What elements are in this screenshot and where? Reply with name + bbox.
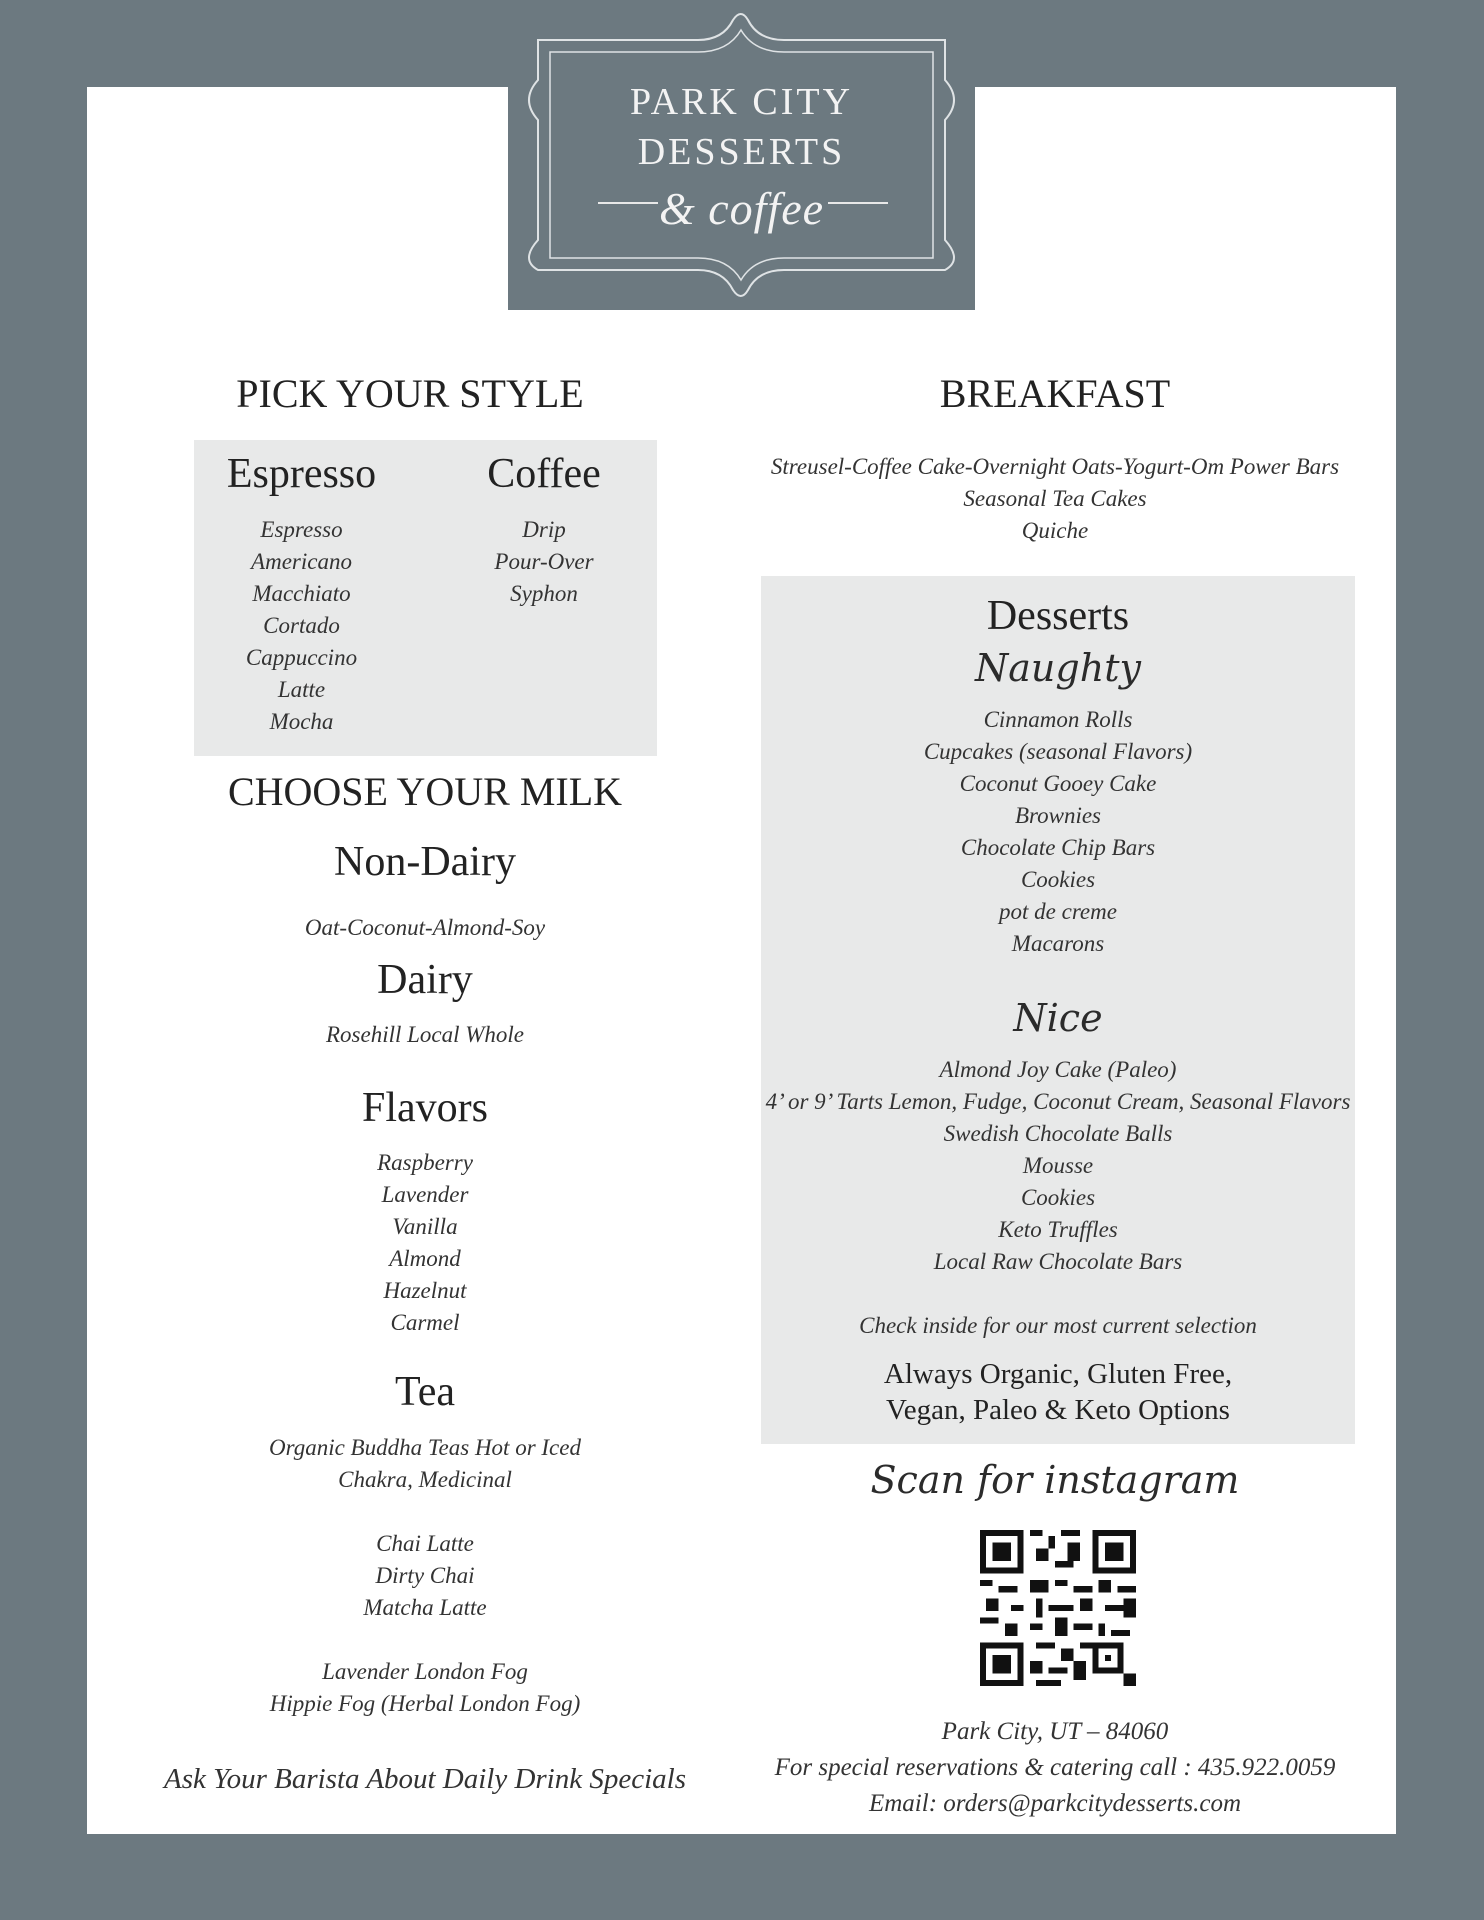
- espresso-list: [194, 514, 409, 738]
- desserts-heading: Desserts: [986, 593, 1130, 639]
- coffee-item: Pour-Over: [494, 549, 594, 574]
- choose-milk-title: CHOOSE YOUR MILK: [227, 769, 623, 814]
- breakfast-title: BREAKFAST: [939, 371, 1171, 416]
- flavors-list: [175, 1147, 675, 1339]
- flavor-item: Almond: [389, 1246, 461, 1271]
- options-line-1: Always Organic, Gluten Free,: [883, 1358, 1233, 1390]
- espresso-item: Macchiato: [252, 581, 351, 606]
- coffee-item: Drip: [522, 517, 566, 542]
- coffee-item: Syphon: [510, 581, 578, 606]
- dairy-heading: Dairy: [377, 957, 473, 1003]
- nice-item: 4’ or 9’ Tarts Lemon, Fudge, Coconut Cream, Seasonal Flavors: [765, 1089, 1351, 1114]
- pick-style-title: PICK YOUR STYLE: [236, 371, 584, 416]
- tea-item: Hippie Fog (Herbal London Fog): [269, 1691, 581, 1716]
- dairy-text: Rosehill Local Whole: [325, 1022, 525, 1047]
- naughty-item: Macarons: [1011, 931, 1105, 956]
- flavor-item: Hazelnut: [383, 1278, 467, 1303]
- espresso-item: Americano: [251, 549, 352, 574]
- nice-item: Local Raw Chocolate Bars: [933, 1249, 1183, 1274]
- options-text: [761, 1356, 1355, 1428]
- espresso-item: Cappuccino: [245, 645, 358, 670]
- tea-list-3: [175, 1656, 675, 1720]
- phone-text[interactable]: For special reservations & catering call : 435.922.0059: [774, 1754, 1336, 1781]
- naughty-item: Cookies: [1020, 867, 1096, 892]
- naughty-item: Cupcakes (seasonal Flavors): [923, 739, 1193, 764]
- nice-item: Cookies: [1020, 1185, 1096, 1210]
- espresso-item: Espresso: [260, 517, 343, 542]
- contact-block: [735, 1714, 1375, 1822]
- nice-item: Swedish Chocolate Balls: [943, 1121, 1173, 1146]
- breakfast-item: Quiche: [1021, 518, 1089, 543]
- coffee-heading: Coffee: [487, 451, 601, 497]
- nice-heading: Nice: [1013, 996, 1103, 1040]
- naughty-heading: Naughty: [975, 646, 1141, 690]
- logo-line-2: DESSERTS: [637, 131, 846, 173]
- options-line-2: Vegan, Paleo & Keto Options: [886, 1394, 1230, 1426]
- tea-item: Matcha Latte: [363, 1595, 487, 1620]
- qr-code-icon: [980, 1530, 1136, 1686]
- tea-heading: Tea: [394, 1369, 455, 1415]
- breakfast-list: [755, 451, 1355, 547]
- flavor-item: Carmel: [390, 1310, 460, 1335]
- nice-list: [761, 1054, 1355, 1278]
- tea-item: Organic Buddha Teas Hot or Iced: [269, 1435, 581, 1460]
- flavor-item: Vanilla: [392, 1214, 458, 1239]
- breakfast-item: Streusel-Coffee Cake-Overnight Oats-Yogurt-Om Power Bars: [770, 454, 1340, 479]
- logo-line-1: PARK CITY: [629, 81, 854, 123]
- nice-item: Almond Joy Cake (Paleo): [939, 1057, 1177, 1082]
- coffee-list: [444, 514, 644, 610]
- flavors-heading: Flavors: [362, 1085, 488, 1131]
- nice-item: Mousse: [1022, 1153, 1094, 1178]
- logo-line-3: & coffee: [658, 183, 825, 234]
- naughty-item: Coconut Gooey Cake: [959, 771, 1157, 796]
- logo: [508, 0, 975, 310]
- tea-list-2: [175, 1528, 675, 1624]
- tea-item: Chakra, Medicinal: [338, 1467, 512, 1492]
- selection-note: Check inside for our most current selection: [859, 1313, 1257, 1338]
- breakfast-item: Seasonal Tea Cakes: [963, 486, 1147, 511]
- espresso-item: Mocha: [269, 709, 334, 734]
- naughty-item: Cinnamon Rolls: [983, 707, 1133, 732]
- tea-item: Chai Latte: [376, 1531, 474, 1556]
- espresso-item: Cortado: [263, 613, 340, 638]
- naughty-item: Brownies: [1014, 803, 1102, 828]
- instagram-qr-code[interactable]: [980, 1530, 1136, 1686]
- location-text: Park City, UT – 84060: [941, 1718, 1169, 1745]
- nice-item: Keto Truffles: [998, 1217, 1118, 1242]
- email-text[interactable]: Email: orders@parkcitydesserts.com: [868, 1790, 1241, 1817]
- tea-item: Lavender London Fog: [322, 1659, 528, 1684]
- naughty-item: Chocolate Chip Bars: [960, 835, 1156, 860]
- espresso-heading: Espresso: [226, 451, 377, 497]
- instagram-label: Scan for instagram: [870, 1458, 1240, 1502]
- style-box: [194, 440, 657, 756]
- desserts-box: [761, 576, 1355, 1444]
- flavor-item: Lavender: [381, 1182, 469, 1207]
- tea-item: Dirty Chai: [375, 1563, 475, 1588]
- naughty-list: [761, 704, 1355, 960]
- naughty-item: pot de creme: [999, 899, 1117, 924]
- drink-specials: Ask Your Barista About Daily Drink Specials: [164, 1763, 686, 1795]
- non-dairy-heading: Non-Dairy: [334, 839, 516, 885]
- tea-list-1: [175, 1432, 675, 1496]
- non-dairy-text: Oat-Coconut-Almond-Soy: [304, 915, 546, 940]
- flavor-item: Raspberry: [377, 1150, 473, 1175]
- espresso-item: Latte: [277, 677, 326, 702]
